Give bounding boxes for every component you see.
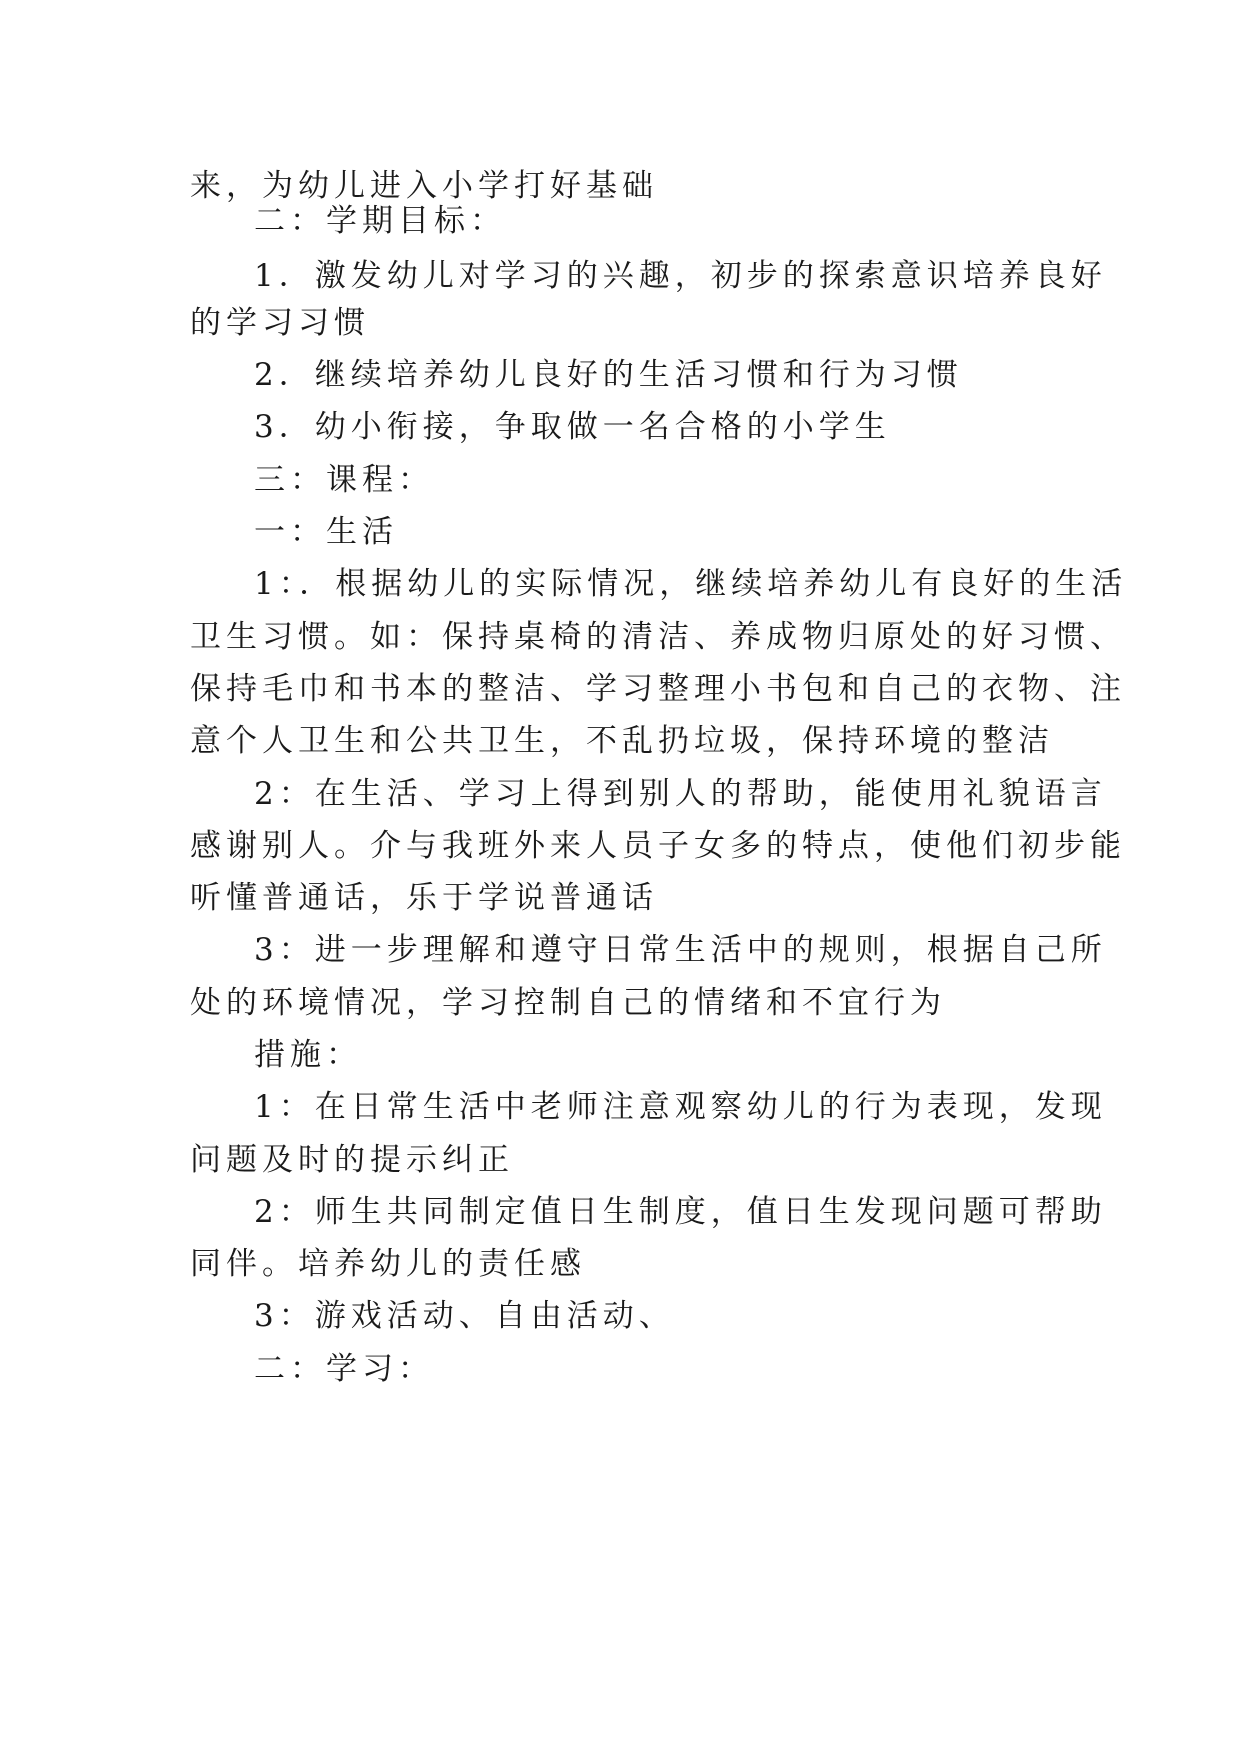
text-line: 3．幼小衔接，争取做一名合格的小学生 bbox=[254, 409, 891, 445]
text-line: 卫生习惯。如：保持桌椅的清洁、养成物归原处的好习惯、 bbox=[190, 619, 1126, 655]
text-line: 听懂普通话，乐于学说普通话 bbox=[190, 880, 658, 916]
text-line: 2：在生活、学习上得到别人的帮助，能使用礼貌语言 bbox=[254, 776, 1107, 812]
text-line: 的学习习惯 bbox=[190, 305, 370, 341]
section-heading: 一：生活 bbox=[254, 514, 398, 550]
text-line: 2．继续培养幼儿良好的生活习惯和行为习惯 bbox=[254, 357, 963, 393]
text-line: 处的环境情况，学习控制自己的情绪和不宜行为 bbox=[190, 985, 946, 1021]
section-heading: 措施： bbox=[254, 1037, 362, 1073]
section-heading: 二：学期目标： bbox=[254, 203, 506, 239]
section-heading: 三：课程： bbox=[254, 462, 434, 498]
text-line: 1：在日常生活中老师注意观察幼儿的行为表现，发现 bbox=[254, 1089, 1107, 1125]
text-line: 保持毛巾和书本的整洁、学习整理小书包和自己的衣物、注 bbox=[190, 671, 1126, 707]
text-line: 1：．根据幼儿的实际情况，继续培养幼儿有良好的生活 bbox=[254, 566, 1128, 602]
text-line: 问题及时的提示纠正 bbox=[190, 1142, 514, 1178]
text-line: 感谢别人。介与我班外来人员子女多的特点，使他们初步能 bbox=[190, 828, 1126, 864]
text-line: 同伴。培养幼儿的责任感 bbox=[190, 1246, 586, 1282]
section-heading: 二：学习： bbox=[254, 1351, 434, 1387]
text-line: 1．激发幼儿对学习的兴趣，初步的探索意识培养良好 bbox=[254, 258, 1107, 294]
text-line: 意个人卫生和公共卫生，不乱扔垃圾，保持环境的整洁 bbox=[190, 723, 1054, 759]
text-line: 2：师生共同制定值日生制度，值日生发现问题可帮助 bbox=[254, 1194, 1107, 1230]
text-line: 3：进一步理解和遵守日常生活中的规则，根据自己所 bbox=[254, 932, 1107, 968]
text-line: 3：游戏活动、自由活动、 bbox=[254, 1298, 675, 1334]
text-line: 来，为幼儿进入小学打好基础 bbox=[190, 168, 658, 204]
